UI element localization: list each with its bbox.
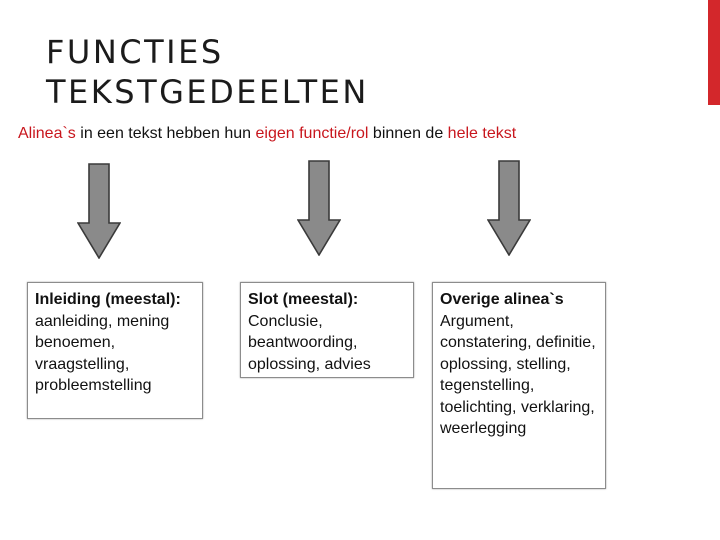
title-line-1: FUNCTIES xyxy=(46,33,224,71)
accent-bar xyxy=(708,0,720,105)
slide-subtitle xyxy=(18,124,516,144)
box-heading: Slot (meestal): xyxy=(248,291,359,308)
box-inleiding xyxy=(27,282,203,419)
subtitle-text-2: binnen de xyxy=(368,125,448,142)
box-heading: Overige alinea`s xyxy=(440,291,564,308)
box-body: Conclusie, beantwoording, oplossing, advies xyxy=(248,312,371,373)
title-line-2: TEKSTGEDEELTEN xyxy=(46,73,369,111)
box-body: aanleiding, mening benoemen, vraagstelling, probleemstelling xyxy=(35,312,170,394)
down-arrow-icon xyxy=(77,163,121,259)
subtitle-highlight-alineas: Alinea`s xyxy=(18,125,76,142)
slide-title xyxy=(46,32,369,112)
box-body: Argument, constatering, definitie, oplossing, stelling, tegenstelling, toelichting, verklaring, weerlegging xyxy=(440,312,596,437)
subtitle-text-1: in een tekst hebben hun xyxy=(75,125,256,142)
subtitle-highlight-function: eigen functie/rol xyxy=(255,125,369,142)
box-heading: Inleiding (meestal): xyxy=(35,291,181,308)
down-arrow-icon xyxy=(487,160,531,256)
down-arrow-icon xyxy=(297,160,341,256)
box-slot xyxy=(240,282,414,378)
subtitle-highlight-whole-text: hele tekst xyxy=(447,125,517,142)
box-overige xyxy=(432,282,606,489)
